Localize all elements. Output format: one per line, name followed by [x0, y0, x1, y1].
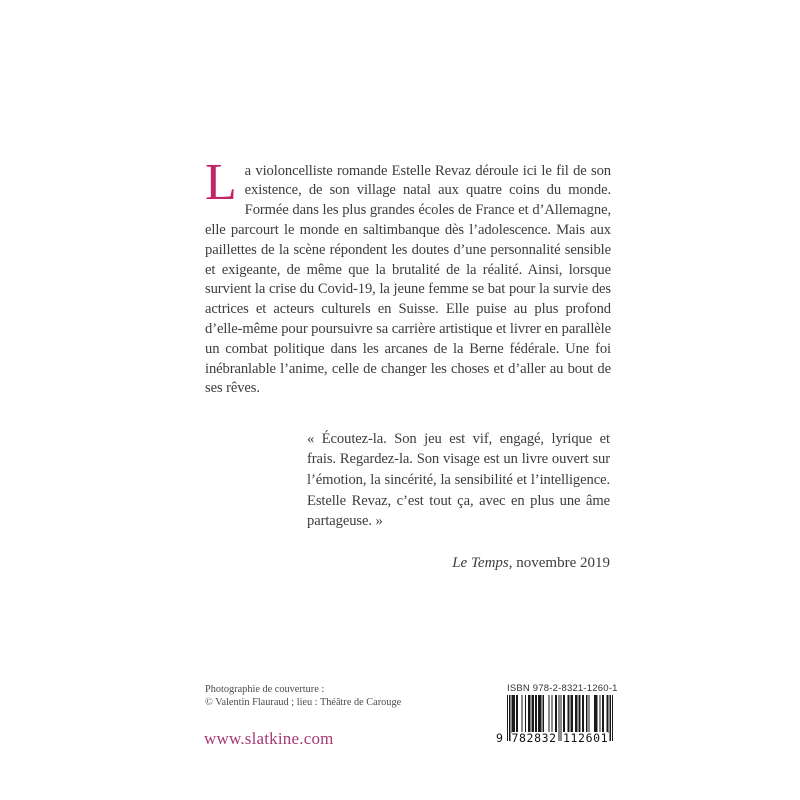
photo-credit-line1: Photographie de couverture :	[205, 684, 325, 695]
quote-source-name: Le Temps	[452, 555, 509, 571]
barcode-digits-right: 112601	[563, 731, 609, 745]
drop-cap: L	[205, 153, 237, 211]
isbn-label: ISBN 978-2-8321-1260-1	[507, 683, 618, 694]
barcode	[496, 684, 626, 745]
press-quote: « Écoutez-la. Son jeu est vif, engagé, lyrique et frais. Regardez-la. Son visage est un livre ouvert sur l’émotion, la sincérité, la sensibilité et l’intelligence. Estelle Revaz, c’est tout ça, avec en plus une âme partageuse. »	[307, 430, 610, 530]
barcode-bars	[496, 695, 613, 745]
quote-source-date: , novembre 2019	[508, 555, 610, 571]
photo-credit	[205, 683, 505, 709]
synopsis-paragraph	[205, 153, 611, 400]
barcode-digit-lead: 9	[496, 731, 503, 745]
synopsis-text: a violoncelliste romande Estelle Revaz déroule ici le fil de son existence, de son village natal aux quatre coins du monde. Formée dans les plus grandes écoles de France et d’Allemagne, elle parcourt le monde en saltimbanque dès l’adolescence. Mais aux paillettes de la scène répondent les doutes d’une personnalité sensible et exigeante, de même que la brutalité de la réalité. Ainsi, lorsque survient la crise du Covid-19, la jeune femme se bat pour la survie des actrices et acteurs culturels en Suisse. Elle puise au plus profond d’elle-même pour poursuivre sa carrière artistique et livrer en parallèle un combat politique dans les arcanes de la Berne fédérale. Une foi inébranlable l’anime, celle de changer les choses et d’aller au bout de ses rêves.	[205, 162, 611, 397]
photo-credit-line2: © Valentin Flauraud ; lieu : Théâtre de Carouge	[205, 697, 402, 709]
barcode-digits-left: 782832	[511, 731, 557, 745]
quote-attribution	[307, 554, 610, 572]
publisher-website-link[interactable]: www.slatkine.com	[204, 729, 334, 748]
